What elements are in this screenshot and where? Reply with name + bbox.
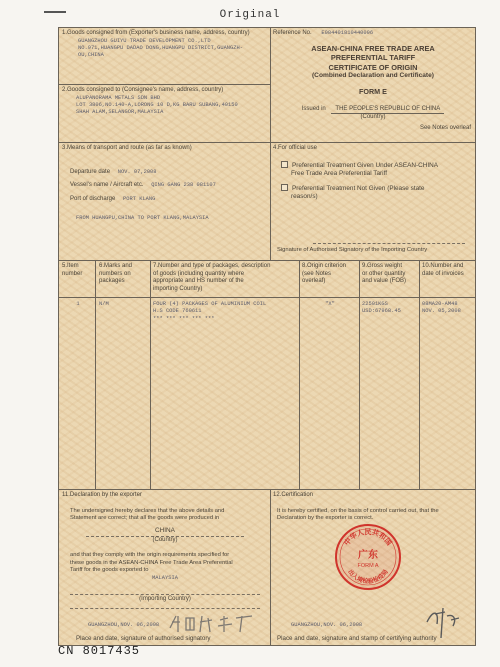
departure-date: NOV. 07,2008: [117, 168, 157, 175]
certificate-serial-number: CN 8017435: [58, 644, 141, 658]
original-label: Original: [219, 9, 281, 21]
marks: N/M: [99, 301, 109, 307]
box2-consignee: [62, 87, 267, 116]
form-name: FORM E: [359, 86, 387, 96]
rule-after-transport: [59, 260, 475, 261]
rule-col7: [299, 260, 300, 489]
seal-top-text: 中华人民共和国: [342, 528, 394, 548]
col8-header-line: 8.Origin criterion: [302, 263, 347, 269]
invoice-line: 08MA20-AM48: [422, 301, 458, 307]
official-seal-stamp: [333, 522, 403, 592]
item-number: 1: [76, 301, 80, 307]
importer-signature-caption: Signature of Authorised Signatory of the Importing Country: [277, 247, 428, 253]
exporter-line: NO.971,HUANGPU DADAO DONG,HUANGPU DISTRICT,GUANGZH-: [78, 44, 243, 51]
seal-bottom-text: 出入境检验检疫局: [346, 568, 390, 586]
declaration-line: The undersigned hereby declares that the above details and: [70, 507, 225, 514]
seal-middle-text: 广东: [358, 550, 378, 561]
rule-split-bottom: [270, 489, 271, 645]
importing-rule-2: [70, 608, 260, 609]
preferential-not-given-checkbox[interactable]: [281, 184, 288, 191]
vessel-name: QING GANG 238 081107: [151, 182, 216, 188]
col8-header-line: overleaf): [302, 278, 326, 284]
declaration-line: these goods in the ASEAN-CHINA Free Trade Area Preferential: [70, 559, 233, 566]
col9-header: [362, 263, 418, 286]
importing-country: MALAYSIA: [152, 575, 178, 582]
rule-col8: [359, 260, 360, 489]
issued-label: Issued in: [301, 105, 326, 112]
discharge-label: Port of discharge: [70, 195, 116, 202]
box3-label: 3.Means of transport and route (as far as known): [62, 145, 192, 151]
box4-official-use: [273, 145, 473, 257]
col7-header-line: importing Country): [153, 285, 203, 292]
certification-line: Declaration by the exporter is correct.: [277, 514, 374, 521]
certifier-place-date: GUANGZHOU,NOV. 06,2008: [291, 622, 363, 628]
weight-line: USD:67968.45: [362, 308, 401, 315]
box11-exporter-declaration: [62, 492, 268, 644]
declaration-line: and that they comply with the origin requirements specified for: [70, 552, 230, 559]
gross-weight-value: [362, 301, 418, 316]
exporter-signature-caption: Place and date, signature of authorised signatory: [76, 635, 211, 642]
col5-header: [62, 263, 94, 278]
certifier-signature-caption: Place and date, signature and stamp of certifying authority: [277, 635, 437, 642]
rule-col9: [419, 260, 420, 489]
option-not-given-line: Preferential Treatment Not Given (Please state: [292, 184, 425, 192]
col6-header-line: 6.Marks and: [99, 263, 133, 269]
certificate-form: [58, 27, 476, 646]
see-notes: See Notes overleaf: [419, 124, 471, 131]
importer-signature-line: [313, 243, 465, 244]
title-line: CERTIFICATE OF ORIGIN: [328, 62, 418, 72]
exporter-signature-mark: [166, 612, 256, 634]
col7-header-line: appropriate and HS number of the: [153, 278, 244, 284]
consignee-line: LOT 3806,NO.140-A,LORONG 10 D,KG BARU SUBANG,40150: [76, 101, 238, 108]
col6-header: [99, 263, 149, 286]
consignee-line: ALUPANORAMA METALS SDN BHD: [76, 94, 161, 101]
col9-header-line: or other quantity: [362, 270, 406, 277]
col8-header: [302, 263, 358, 286]
col8-header-line: (see Notes: [302, 270, 332, 277]
certification-line: It is hereby certified, on the basis of control carried out, that the: [277, 507, 439, 514]
consignee-line: SHAH ALAM,SELANGOR,MALAYSIA: [76, 109, 164, 116]
title-line: ASEAN-CHINA FREE TRADE AREA: [311, 43, 435, 53]
rule-after-col-headers: [59, 297, 475, 298]
invoice-number-date: [422, 301, 474, 316]
description-line: *** *** *** *** ***: [153, 315, 215, 322]
description-line: FOUR (4) PACKAGES OF ALUMINIUM COIL: [153, 301, 267, 307]
origin-criterion: "X": [325, 301, 335, 307]
col6-header-line: packages: [99, 278, 125, 284]
box1-label: 1.Goods consigned from (Exporter's business name, address, country): [62, 30, 250, 36]
title-line: (Combined Declaration and Certificate): [311, 72, 434, 80]
reference-number: E084401810440096: [321, 30, 374, 36]
rule-after-goods: [59, 489, 475, 490]
rule-split-top: [270, 28, 271, 260]
importing-rule: [70, 594, 260, 595]
reference-label: Reference No.: [273, 30, 312, 36]
port-of-discharge: PORT KLANG: [123, 195, 156, 202]
seal-form-text: FORM A: [357, 563, 379, 569]
col5-header-line: number: [62, 270, 83, 277]
importing-country-caption: (Importing Country): [139, 596, 191, 603]
preferential-given-checkbox[interactable]: [281, 161, 288, 168]
col10-header: [422, 263, 474, 278]
box4-label: 4.For official use: [273, 145, 317, 151]
producing-country: CHINA: [155, 526, 175, 534]
rule-col5: [95, 260, 96, 489]
producing-country-caption: (Country): [152, 536, 178, 543]
declaration-line: Tariff for the goods exported to: [70, 566, 149, 573]
issued-country: THE PEOPLE'S REPUBLIC OF CHINA: [331, 106, 444, 115]
country-caption: (Country): [360, 114, 386, 121]
col10-header-line: 10.Number and: [422, 263, 464, 269]
certificate-header: [273, 30, 473, 132]
box3-transport: [62, 145, 267, 257]
box11-label: 11.Declaration by the exporter: [62, 492, 142, 498]
col9-header-line: 9.Gross weight: [362, 263, 403, 269]
box12-label: 12.Certification: [273, 492, 314, 498]
rule-col6: [150, 260, 151, 489]
col6-header-line: numbers on: [99, 270, 131, 277]
departure-label: Departure date: [70, 168, 111, 175]
weight-line: 22501KGS: [362, 301, 388, 307]
invoice-line: NOV. 05,2008: [422, 308, 461, 315]
exporter-line: OU,CHINA: [78, 52, 104, 59]
col7-header-line: 7.Number and type of packages, description: [153, 263, 271, 269]
description-line: H.S CODE 760611: [153, 308, 202, 315]
rule-after-header: [59, 142, 475, 143]
vessel-label: Vessel's name / Aircraft etc.: [70, 182, 144, 188]
declaration-line: Statement are correct; that all the goods were produced in: [70, 514, 220, 521]
rule-box1-box2: [59, 84, 270, 85]
col5-header-line: 5.Item: [62, 263, 79, 269]
route: FROM HUANGPU,CHINA TO PORT KLANG,MALAYSIA: [76, 215, 209, 221]
box12-certification: [273, 492, 473, 644]
exporter-line: GUANGZHOU GUIYU TRADE DEVELOPMENT CO.,LTD: [78, 37, 211, 44]
col9-header-line: and value (FOB): [362, 278, 407, 284]
option-given-line: Free Trade Area Preferential Tariff: [291, 169, 388, 177]
col7-header: [153, 263, 297, 293]
option-given-line: Preferential Treatment Given Under ASEAN-CHINA: [292, 161, 438, 169]
box1-exporter: [62, 30, 267, 59]
title-line: PREFERENTIAL TARIFF: [330, 53, 416, 63]
box2-label: 2.Goods consigned to (Consignee's name, address, country): [62, 87, 224, 93]
col7-header-line: of goods (including quantity where: [153, 270, 245, 277]
option-not-given-line: reason/s): [291, 192, 318, 200]
col10-header-line: date of invoices: [422, 270, 464, 277]
exporter-place-date: GUANGZHOU,NOV. 06,2008: [88, 622, 160, 628]
goods-description: [153, 301, 299, 323]
